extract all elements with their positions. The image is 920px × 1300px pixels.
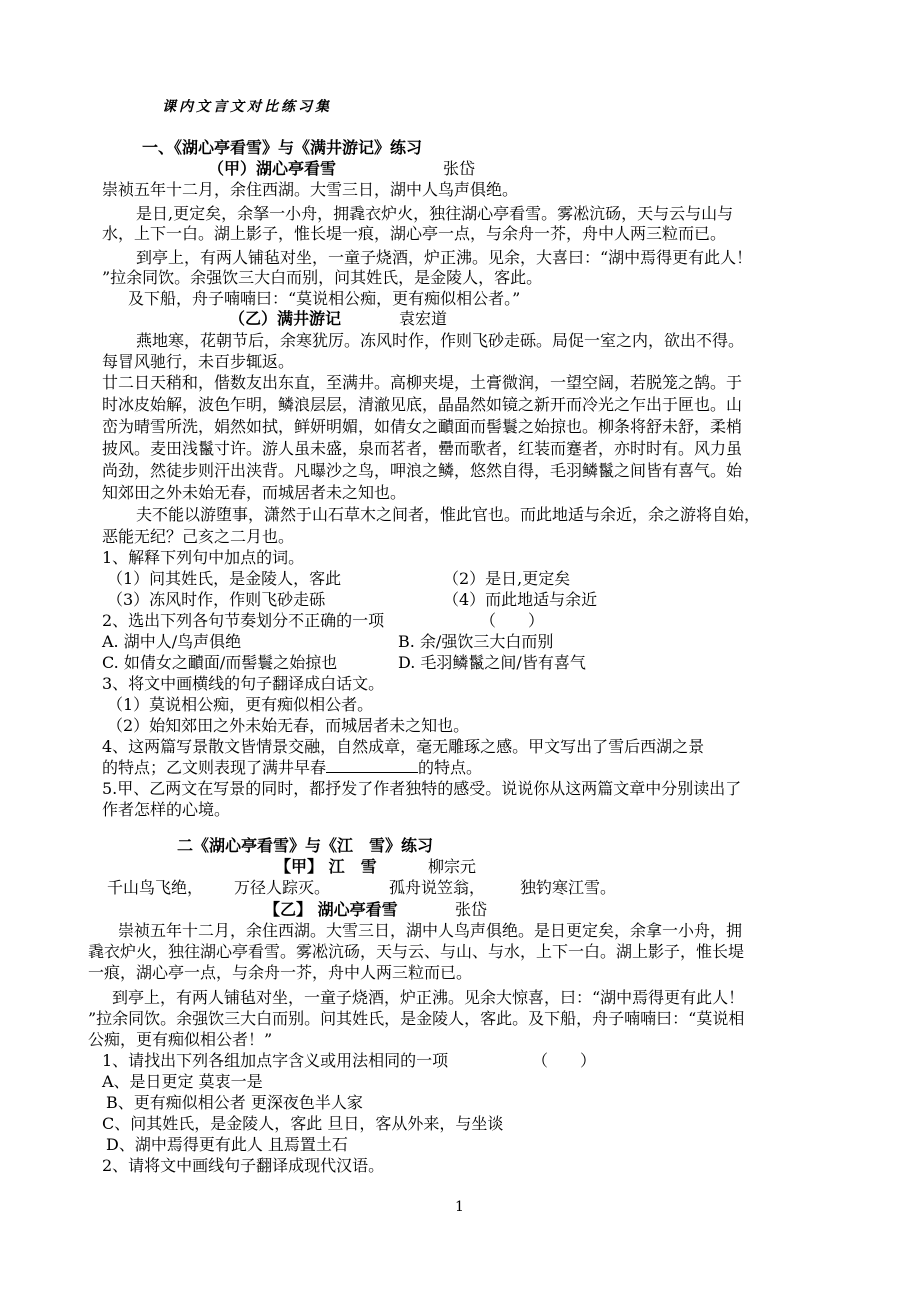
- text-b2-title: 【乙】 湖心亭看雪: [264, 900, 398, 919]
- s2-question-1-option: C、问其姓氏，是金陵人，客此 旦日，客从外来，与坐谈: [102, 1114, 504, 1133]
- question-4-text: 的特点；乙文则表现了满井早春: [102, 758, 327, 777]
- text-a-line: ”拉余同饮。余强饮三大白而别，问其姓氏，是金陵人，客此。: [102, 268, 543, 287]
- poem-line: 万径人踪灭。: [234, 878, 331, 897]
- text-b-line: 知郊田之外未始无春，而城居者未之知也。: [102, 483, 407, 502]
- text-b2-line: 毳衣炉火，独往湖心亭看雪。雾凇沆砀，天与云、与山、与水，上下一白。湖上影子，惟长堤: [88, 942, 745, 961]
- section-2-heading: 二《湖心亭看雪》与《江 雪》练习: [177, 836, 434, 855]
- question-3-item: （1）莫说相公痴，更有痴似相公者。: [107, 695, 374, 714]
- s2-question-1-option: D、湖中焉得更有此人 且焉置土石: [106, 1135, 348, 1154]
- poem-title: 【甲】 江 雪: [275, 857, 377, 876]
- text-b2-line: 崇祯五年十二月，余住西湖。大雪三日，湖中人鸟声俱绝。是日更定矣，余拿一小舟，拥: [118, 921, 743, 940]
- poem-author: 柳宗元: [428, 857, 477, 876]
- question-3-item: （2）始知郊田之外未始无春，而城居者未之知也。: [107, 716, 470, 735]
- text-b-line: 恶能无纪？己亥之二月也。: [102, 527, 295, 546]
- question-3: 3、将文中画横线的句子翻译成白话文。: [102, 674, 385, 693]
- text-b-line: 每冒风驰行，未百步辄返。: [102, 352, 295, 371]
- question-5-line2: 作者怎样的心境。: [102, 800, 231, 819]
- text-b2-line: 一痕，湖心亭一点，与余舟一芥，舟中人两三粒而已。: [88, 963, 473, 982]
- text-b-line: 尚劲，然徒步则汗出浃背。凡曝沙之鸟，呷浪之鳞，悠然自得，毛羽鳞鬣之间皆有喜气。始: [102, 461, 743, 480]
- question-1-item: （2）是日,更定矣: [443, 569, 571, 588]
- question-4-line2: [102, 758, 482, 778]
- section-1-heading: 一、《湖心亭看雪》与《满井游记》练习: [142, 138, 423, 157]
- s2-question-1-option: B、更有痴似相公者 更深夜色半人家: [106, 1093, 363, 1112]
- text-b-line: 时冰皮始解，波色乍明，鳞浪层层，清澈见底，晶晶然如镜之新开而冷光之乍出于匣也。山: [102, 395, 743, 414]
- page-number: 1: [455, 1199, 464, 1215]
- poem-line: 孤舟说笠翁，: [389, 878, 486, 897]
- question-2-option: A. 湖中人/鸟声俱绝: [102, 632, 242, 651]
- text-b2-author: 张岱: [455, 900, 488, 919]
- question-2-option: B. 余/强饮三大白而别: [398, 632, 554, 651]
- s2-question-1: 1、请找出下列各组加点字含义或用法相同的一项: [102, 1051, 449, 1070]
- question-2: 2、选出下列各句节奏划分不正确的一项: [102, 611, 385, 630]
- text-b-title: （乙）满井游记: [229, 309, 342, 328]
- question-2-option: C. 如倩女之靧面/而髻鬟之始掠也: [102, 653, 338, 672]
- text-b-author: 袁宏道: [399, 309, 448, 328]
- poem-line: 千山鸟飞绝，: [107, 878, 204, 897]
- text-b-line: 披风。麦田浅鬣寸许。游人虽未盛，泉而茗者，罍而歌者，红装而蹇者，亦时时有。风力虽: [102, 439, 743, 458]
- text-a-author: 张岱: [443, 159, 476, 178]
- text-a-line: 是日,更定矣，余拏一小舟，拥毳衣炉火，独往湖心亭看雪。雾凇沆砀，天与云与山与: [136, 204, 734, 223]
- text-b-line: 燕地寒，花朝节后，余寒犹厉。冻风时作，作则飞砂走砾。局促一室之内，欲出不得。: [136, 331, 745, 350]
- question-2-option: D. 毛羽鳞鬣之间/皆有喜气: [398, 653, 586, 672]
- answer-blank[interactable]: [326, 758, 418, 773]
- text-b-line: 廿二日天稍和，偕数友出东直，至满井。高柳夹堤，土膏微润，一望空阔，若脱笼之鹄。于: [102, 373, 743, 392]
- s2-question-1-option: A、是日更定 莫衷一是: [102, 1072, 263, 1091]
- s2-question-2: 2、请将文中画线句子翻译成现代汉语。: [102, 1156, 385, 1175]
- question-5: 5.甲、乙两文在写景的同时，都抒发了作者独特的感受。说说你从这两篇文章中分别读出了: [102, 779, 742, 798]
- question-2-paren: （ ）: [480, 611, 545, 630]
- question-1-item: （3）冻风时作，作则飞砂走砾: [107, 590, 326, 609]
- question-1-item: （4）而此地适与余近: [443, 590, 598, 609]
- text-b2-line: ”拉余同饮。余强饮三大白而别。问其姓氏，是金陵人，客此。及下船，舟子喃喃曰：“莫说相: [88, 1009, 745, 1028]
- text-a-line: 崇祯五年十二月，余住西湖。大雪三日，湖中人鸟声俱绝。: [102, 180, 519, 199]
- text-b-line: 峦为晴雪所洗，娟然如拭，鲜妍明媚，如倩女之靧面而髻鬟之始掠也。柳条将舒未舒，柔梢: [102, 417, 743, 436]
- question-1: 1、解释下列句中加点的词。: [102, 548, 305, 567]
- text-a-line: 及下船，舟子喃喃曰：“莫说相公痴，更有痴似相公者。”: [128, 289, 521, 308]
- text-a-title: （甲）湖心亭看雪: [208, 159, 337, 178]
- document-title: 课内文言文对比练习集: [162, 99, 332, 115]
- question-1-item: （1）问其姓氏，是金陵人，客此: [107, 569, 342, 588]
- question-4-text: 的特点。: [418, 758, 483, 777]
- poem-line: 独钓寒江雪。: [520, 878, 617, 897]
- text-a-line: 水，上下一白。湖上影子，惟长堤一痕，湖心亭一点，与余舟一芥，舟中人两三粒而已。: [102, 224, 727, 243]
- text-b-line: 夫不能以游堕事，潇然于山石草木之间者，惟此官也。而此地适与余近，余之游将自始，: [136, 505, 761, 524]
- question-4: 4、这两篇写景散文皆情景交融，自然成章，毫无雕琢之感。甲文写出了雪后西湖之景: [102, 737, 705, 756]
- s2-question-1-paren: （ ）: [532, 1051, 597, 1070]
- text-a-line: 到亭上，有两人铺毡对坐，一童子烧酒，炉正沸。见余，大喜曰：“湖中焉得更有此人！: [136, 248, 753, 267]
- text-b2-line: 到亭上，有两人铺毡对坐，一童子烧酒，炉正沸。见余大惊喜，曰：“湖中焉得更有此人！: [112, 988, 745, 1007]
- text-b2-line: 公痴，更有痴似相公者！”: [88, 1030, 273, 1049]
